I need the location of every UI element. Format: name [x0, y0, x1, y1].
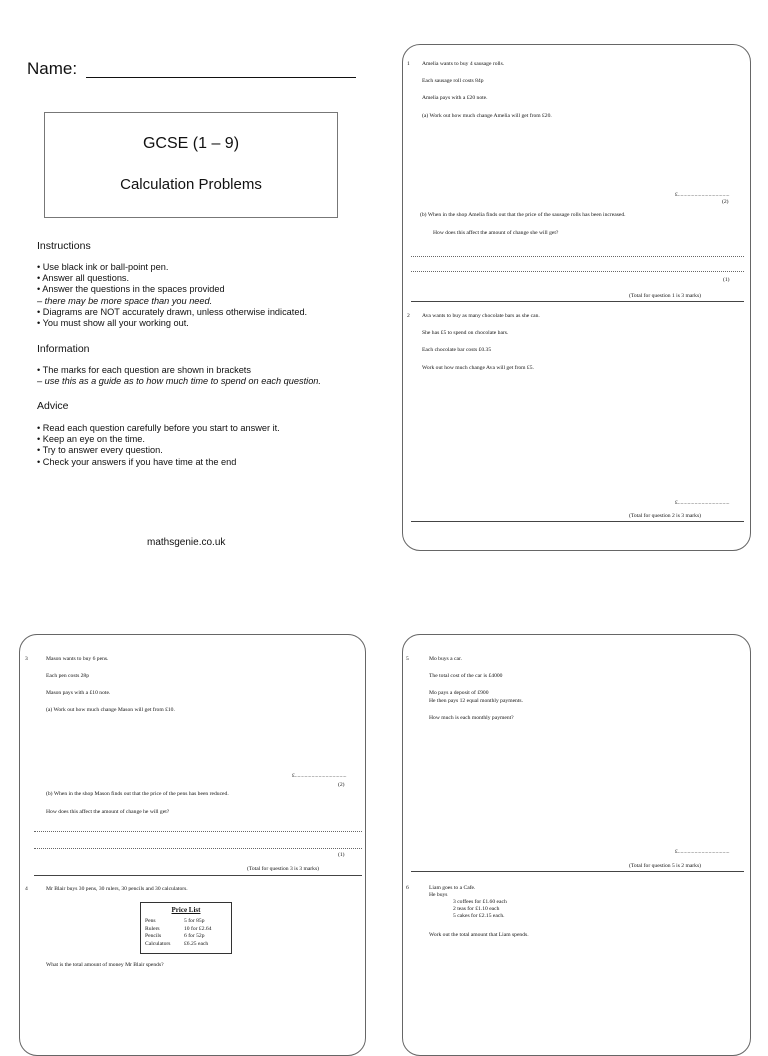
- question-part-a: (a) Work out how much change Amelia will get from £20.: [422, 113, 552, 119]
- total-marks: (Total for question 5 is 2 marks): [629, 863, 702, 869]
- answer-dotted-line: [34, 831, 362, 832]
- question-text: How does this affect the amount of change he will get?: [46, 809, 170, 815]
- name-label: Name:: [27, 59, 78, 78]
- price-item: Pencils: [145, 933, 162, 939]
- question-text: Amelia pays with a £20 note.: [422, 95, 488, 101]
- answer-line: £.....................................: [292, 773, 347, 779]
- question-divider: [34, 875, 362, 876]
- marks: (1): [723, 277, 730, 283]
- question-number: 3: [25, 656, 28, 662]
- price-list-table: [140, 902, 232, 954]
- price-item: Pens: [145, 918, 156, 924]
- price-value: £6.25 each: [184, 940, 209, 947]
- instruction-item: • Answer the questions in the spaces provided: [37, 284, 225, 295]
- price-item: Rulers: [145, 925, 160, 932]
- answer-dotted-line: [34, 848, 362, 849]
- question-text: Ava wants to buy as many chocolate bars as she can.: [422, 313, 540, 319]
- question-page-2: [19, 634, 366, 1056]
- title-box: [44, 112, 338, 218]
- title-line-1: GCSE (1 – 9): [142, 135, 240, 152]
- question-part-b: (b) When in the shop Amelia finds out that the price of the sausage rolls has been increased.: [420, 212, 626, 218]
- question-number: 4: [25, 886, 28, 892]
- answer-line: £.....................................: [675, 500, 730, 506]
- information-item: – use this as a guide as to how much time to spend on each question.: [37, 376, 321, 387]
- question-text: How does this affect the amount of change she will get?: [433, 230, 559, 236]
- question-text: Mason wants to buy 6 pens.: [46, 656, 109, 662]
- question-part-a: (a) Work out how much change Mason will get from £10.: [46, 707, 175, 713]
- price-values-column: [184, 918, 212, 948]
- name-line: [86, 77, 356, 78]
- question-text: Work out how much change Ava will get from £5.: [422, 365, 534, 371]
- price-item: Calculators: [145, 940, 171, 947]
- answer-line: £.....................................: [675, 849, 730, 855]
- advice-item: • Keep an eye on the time.: [37, 434, 145, 445]
- advice-item: • Try to answer every question.: [37, 445, 163, 456]
- question-text: Mo buys a car.: [429, 656, 462, 662]
- instruction-item: – there may be more space than you need.: [37, 295, 213, 306]
- question-text: How much is each monthly payment?: [429, 715, 514, 721]
- marks: (1): [338, 852, 345, 858]
- question-divider: [411, 301, 744, 302]
- question-page-3: [402, 634, 751, 1056]
- question-text: Mason pays with a £10 note.: [46, 690, 111, 696]
- advice-item: • Check your answers if you have time at the end: [37, 456, 237, 467]
- question-number: 5: [406, 656, 409, 662]
- question-page-1: [402, 44, 751, 551]
- instruction-item: • You must show all your working out.: [37, 318, 189, 329]
- question-text: Each chocolate bar costs £0.35: [422, 347, 492, 353]
- advice-heading: Advice: [37, 400, 69, 412]
- total-marks: (Total for question 1 is 3 marks): [629, 293, 702, 299]
- website-footer: mathsgenie.co.uk: [147, 537, 226, 548]
- title-line-2: Calculation Problems: [120, 176, 262, 193]
- question-text: She has £5 to spend on chocolate bars.: [422, 330, 509, 336]
- instructions-list: [37, 262, 307, 329]
- question-divider: [411, 871, 744, 872]
- question-text: Each sausage roll costs 84p: [422, 78, 484, 84]
- question-text: Amelia wants to buy 4 sausage rolls.: [422, 61, 505, 67]
- total-marks: (Total for question 2 is 3 marks): [629, 513, 702, 519]
- price-items-column: [145, 918, 170, 948]
- total-marks: (Total for question 3 is 3 marks): [247, 866, 320, 872]
- question-text: Work out the total amount that Liam spends.: [429, 932, 529, 938]
- information-heading: Information: [37, 343, 90, 355]
- purchase-item: 3 coffees for £1.60 each: [453, 899, 507, 905]
- price-value: 5 for 85p: [184, 918, 205, 924]
- question-number: 2: [407, 313, 410, 319]
- information-item: • The marks for each question are shown in brackets: [37, 365, 251, 375]
- question-text: Mr Blair buys 30 pens, 30 rulers, 30 pencils and 30 calculators.: [46, 886, 188, 892]
- answer-dotted-line: [411, 271, 744, 272]
- purchase-item: 5 cakes for £2.15 each.: [453, 913, 505, 919]
- question-divider: [411, 521, 744, 522]
- information-list: [37, 365, 321, 387]
- question-part-b: (b) When in the shop Mason finds out that the price of the pens has been reduced.: [46, 791, 229, 797]
- advice-list: [37, 423, 280, 468]
- question-text: He buys: [429, 892, 448, 898]
- instruction-item: • Diagrams are NOT accurately drawn, unless otherwise indicated.: [37, 306, 308, 317]
- instruction-item: • Use black ink or ball-point pen.: [37, 262, 169, 272]
- answer-line: £.....................................: [675, 192, 730, 198]
- question-text: He then pays 12 equal monthly payments.: [429, 698, 523, 704]
- question-text: Each pen costs 28p: [46, 673, 90, 679]
- question-text: The total cost of the car is £4000: [429, 673, 503, 679]
- question-text: Mo pays a deposit of £900: [429, 690, 489, 696]
- purchase-item: 2 teas for £1.10 each: [453, 906, 500, 912]
- question-text: Liam goes to a Cafe.: [429, 885, 476, 891]
- question-number: 1: [407, 61, 410, 67]
- price-list-title: Price List: [171, 906, 201, 914]
- marks: (2): [722, 199, 729, 205]
- question-text: What is the total amount of money Mr Blair spends?: [46, 962, 164, 968]
- advice-item: • Read each question carefully before you start to answer it.: [37, 423, 280, 433]
- instruction-item: • Answer all questions.: [37, 273, 130, 284]
- price-value: 6 for 52p: [184, 933, 205, 939]
- answer-dotted-line: [411, 256, 744, 257]
- price-value: 10 for £2.64: [184, 925, 212, 932]
- instructions-heading: Instructions: [37, 240, 91, 252]
- marks: (2): [338, 782, 345, 788]
- question-number: 6: [406, 885, 409, 891]
